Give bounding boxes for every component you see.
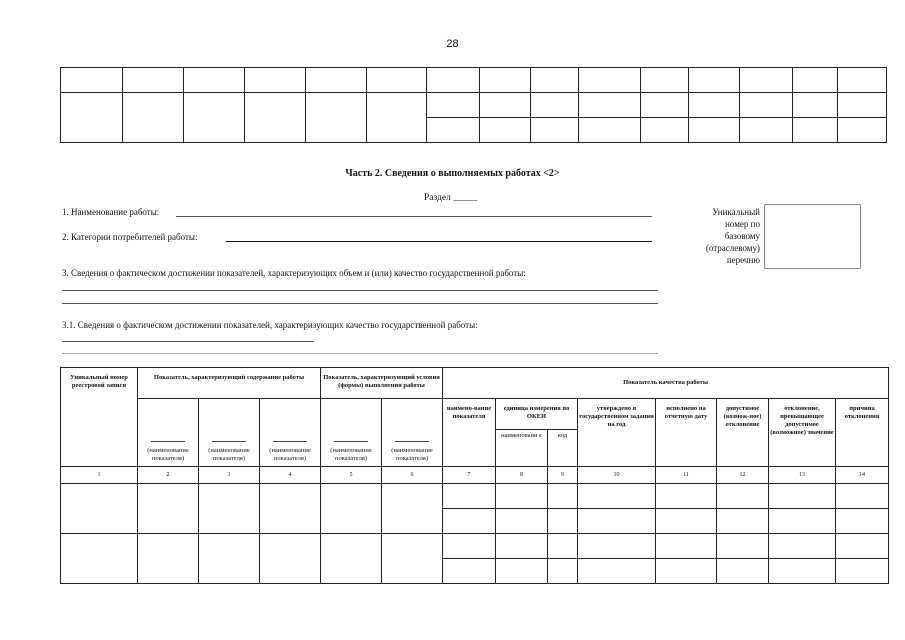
table-cell[interactable] <box>443 534 496 559</box>
col-number: 6 <box>382 467 443 484</box>
table-cell[interactable] <box>548 559 578 584</box>
table-cell[interactable] <box>496 559 548 584</box>
caption-text: (наименование показателя) <box>269 447 311 462</box>
table-cell[interactable] <box>836 559 889 584</box>
table-cell[interactable] <box>656 484 717 509</box>
table-cell[interactable] <box>382 484 443 534</box>
quality-label: 3.1. Сведения о фактическом достижении показателей, характеризующих качество государственной работы: <box>62 320 478 330</box>
content-cap-2 <box>199 399 260 467</box>
unique-label-line: базовому <box>724 231 760 241</box>
table-cell[interactable] <box>578 559 656 584</box>
col-number: 8 <box>496 467 548 484</box>
col-header-record: Уникальный номер реестровой записи <box>61 368 138 467</box>
table-cell[interactable] <box>138 534 199 584</box>
table-cell[interactable] <box>656 509 717 534</box>
table-row <box>61 534 889 559</box>
col-header-executed: исполнено на отчетную дату <box>656 399 717 467</box>
unique-label-line: перечню <box>726 255 760 265</box>
col-number: 1 <box>61 467 138 484</box>
table-cell[interactable] <box>656 559 717 584</box>
col-header-conditions: Показатель, характеризующий условия (формы) выполнения работы <box>321 368 443 399</box>
table-cell[interactable] <box>61 534 138 584</box>
page-number: 28 <box>446 38 459 50</box>
consumers-label: 2. Категории потребителей работы: <box>62 232 198 242</box>
table-cell[interactable] <box>717 509 769 534</box>
col-number: 9 <box>548 467 578 484</box>
conditions-cap-1 <box>321 399 382 467</box>
caption-text: (наименование показателя) <box>330 447 372 462</box>
caption-text: (наименование показателя) <box>391 447 433 462</box>
table-cell[interactable] <box>260 484 321 534</box>
col-number: 7 <box>443 467 496 484</box>
unique-label-line: (отраслевому) <box>705 243 760 253</box>
content-cap-3 <box>260 399 321 467</box>
blank-line <box>62 353 658 354</box>
table-cell[interactable] <box>578 534 656 559</box>
col-header-indicator-name: наимено-вание показателя <box>443 399 496 467</box>
table-header-row <box>61 368 889 399</box>
table-cell[interactable] <box>717 484 769 509</box>
table-cell[interactable] <box>443 559 496 584</box>
col-header-content: Показатель, характеризующий содержание работы <box>138 368 321 399</box>
table-cell[interactable] <box>61 484 138 534</box>
col-number: 11 <box>656 467 717 484</box>
table-cell[interactable] <box>717 534 769 559</box>
col-header-unit-code: код <box>548 430 578 467</box>
col-number: 3 <box>199 467 260 484</box>
col-number: 10 <box>578 467 656 484</box>
table-cell[interactable] <box>717 559 769 584</box>
content-cap-1 <box>138 399 199 467</box>
table-row <box>61 68 887 93</box>
blank-line <box>62 290 658 291</box>
column-number-row <box>61 467 889 484</box>
table-cell[interactable] <box>321 534 382 584</box>
col-header-reason: причина отклонения <box>836 399 889 467</box>
blank-line <box>62 303 658 304</box>
table-cell[interactable] <box>548 534 578 559</box>
razdel-label: Раздел _____ <box>424 193 477 203</box>
table-cell[interactable] <box>769 509 836 534</box>
table-cell[interactable] <box>656 534 717 559</box>
caption-text: (наименование показателя) <box>208 447 250 462</box>
table-cell[interactable] <box>578 509 656 534</box>
table-cell[interactable] <box>578 484 656 509</box>
continuation-table <box>60 67 887 143</box>
table-cell[interactable] <box>138 484 199 534</box>
table-cell[interactable] <box>260 534 321 584</box>
table-header-row <box>61 399 889 430</box>
table-cell[interactable] <box>769 484 836 509</box>
unique-number-label <box>680 206 760 266</box>
unique-number-box[interactable] <box>764 204 861 269</box>
table-cell[interactable] <box>836 509 889 534</box>
work-name-line <box>176 216 652 217</box>
table-row <box>61 93 887 118</box>
col-number: 14 <box>836 467 889 484</box>
col-number: 4 <box>260 467 321 484</box>
table-cell[interactable] <box>496 484 548 509</box>
col-header-allowed: допустимое (возмож-ное) отклонение <box>717 399 769 467</box>
col-header-approved: утверждено в государственном задании на год <box>578 399 656 467</box>
col-number: 2 <box>138 467 199 484</box>
unique-label-line: номер по <box>725 219 760 229</box>
table-cell[interactable] <box>836 484 889 509</box>
table-cell[interactable] <box>199 534 260 584</box>
table-cell[interactable] <box>382 534 443 584</box>
quality-table <box>60 367 889 584</box>
col-number: 13 <box>769 467 836 484</box>
unique-label-line: Уникальный <box>712 207 760 217</box>
table-cell[interactable] <box>496 534 548 559</box>
table-cell[interactable] <box>321 484 382 534</box>
col-header-unit-name: наименовани е <box>496 430 548 467</box>
volume-quality-label: 3. Сведения о фактическом достижении показателей, характеризующих объем и (или) качество государственной работы: <box>62 268 526 278</box>
caption-text: (наименование показателя) <box>147 447 189 462</box>
table-cell[interactable] <box>836 534 889 559</box>
section-title: Часть 2. Сведения о выполняемых работах <2> <box>345 168 560 179</box>
col-number: 12 <box>717 467 769 484</box>
table-cell[interactable] <box>496 509 548 534</box>
table-cell[interactable] <box>769 534 836 559</box>
col-header-unit: единица измерения по ОКЕИ <box>496 399 578 430</box>
work-name-label: 1. Наименование работы: <box>62 207 160 217</box>
table-cell[interactable] <box>443 509 496 534</box>
table-cell[interactable] <box>443 484 496 509</box>
table-cell[interactable] <box>548 484 578 509</box>
table-cell[interactable] <box>199 484 260 534</box>
table-cell[interactable] <box>769 559 836 584</box>
col-header-quality: Показатель качества работы <box>443 368 889 399</box>
col-header-deviation: отклонение, превышающее допустимое (возможное) значение <box>769 399 836 467</box>
table-row <box>61 484 889 509</box>
consumers-line <box>226 241 652 242</box>
blank-line <box>62 341 314 342</box>
conditions-cap-2 <box>382 399 443 467</box>
col-number: 5 <box>321 467 382 484</box>
table-cell[interactable] <box>548 509 578 534</box>
